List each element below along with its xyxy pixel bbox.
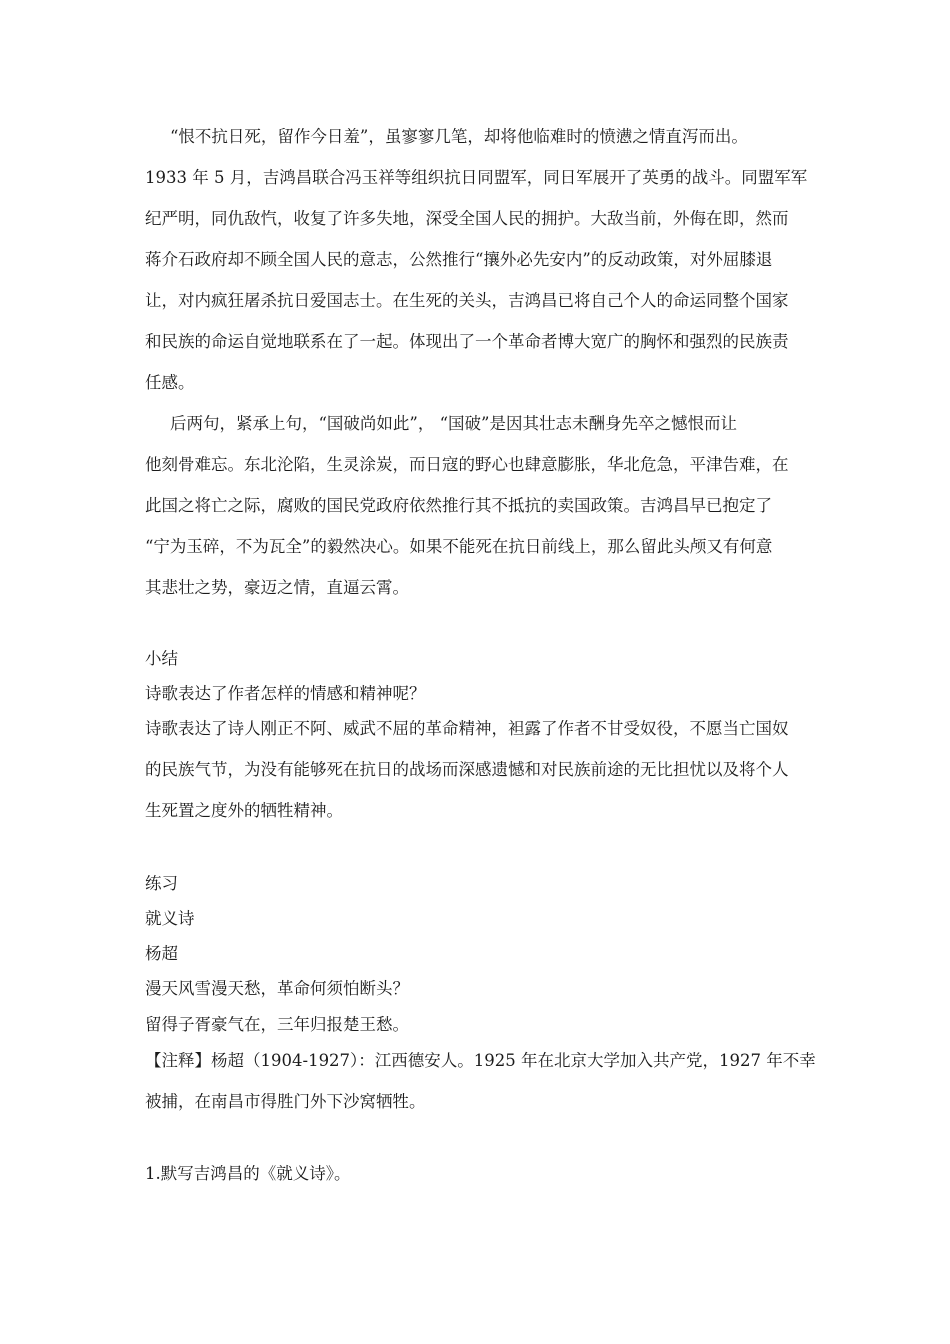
- annotation-line: 被捕，在南昌市得胜门外下沙窝牺牲。: [145, 1092, 426, 1111]
- section-heading-summary: 小结: [145, 649, 178, 668]
- paragraph-line: 任感。: [145, 373, 195, 392]
- exercise-item: 1.默写吉鸿昌的《就义诗》。: [145, 1164, 351, 1183]
- paragraph-line: “恨不抗日死，留作今日羞”，虽寥寥几笔，却将他临难时的愤懑之情直泻而出。: [170, 127, 748, 146]
- paragraph-line: 纪严明，同仇敌忾，收复了许多失地，深受全国人民的拥护。大敌当前，外侮在即，然而: [145, 209, 789, 228]
- poem-line: 留得子胥豪气在，三年归报楚王愁。: [145, 1015, 409, 1034]
- poem-author: 杨超: [145, 944, 178, 963]
- paragraph-line: 1933 年 5 月，吉鸿昌联合冯玉祥等组织抗日同盟军，同日军展开了英勇的战斗。同盟军军: [145, 168, 808, 187]
- paragraph-line: 他刻骨难忘。东北沦陷，生灵涂炭，而日寇的野心也肆意膨胀，华北危急，平津告难，在: [145, 455, 789, 474]
- paragraph-line: 让，对内疯狂屠杀抗日爱国志士。在生死的关头，吉鸿昌已将自己个人的命运同整个国家: [145, 291, 789, 310]
- paragraph-line: 其悲壮之势，豪迈之情，直逼云霄。: [145, 578, 409, 597]
- paragraph-line: 后两句，紧承上句，“国破尚如此”， “国破”是因其壮志未酬身先卒之憾恨而让: [170, 414, 737, 433]
- paragraph-line: 诗歌表达了诗人刚正不阿、威武不屈的革命精神，袒露了作者不甘受奴役，不愿当亡国奴: [145, 719, 789, 738]
- paragraph-line: 此国之将亡之际，腐败的国民党政府依然推行其不抵抗的卖国政策。吉鸿昌早已抱定了: [145, 496, 772, 515]
- poem-title: 就义诗: [145, 909, 195, 928]
- poem-line: 漫天风雪漫天愁，革命何须怕断头？: [145, 979, 409, 998]
- paragraph-line: 和民族的命运自觉地联系在了一起。体现出了一个革命者博大宽广的胸怀和强烈的民族责: [145, 332, 789, 351]
- annotation-line: 【注释】杨超（1904-1927）：江西德安人。1925 年在北京大学加入共产党，1927 年不幸: [145, 1051, 816, 1070]
- question-line: 诗歌表达了作者怎样的情感和精神呢？: [145, 684, 426, 703]
- section-heading-practice: 练习: [145, 874, 178, 893]
- paragraph-line: 的民族气节，为没有能够死在抗日的战场而深感遗憾和对民族前途的无比担忧以及将个人: [145, 760, 789, 779]
- paragraph-line: “宁为玉碎，不为瓦全”的毅然决心。如果不能死在抗日前线上，那么留此头颅又有何意: [145, 537, 773, 556]
- paragraph-line: 蒋介石政府却不顾全国人民的意志，公然推行“攘外必先安内”的反动政策，对外屈膝退: [145, 250, 773, 269]
- paragraph-line: 生死置之度外的牺牲精神。: [145, 801, 343, 820]
